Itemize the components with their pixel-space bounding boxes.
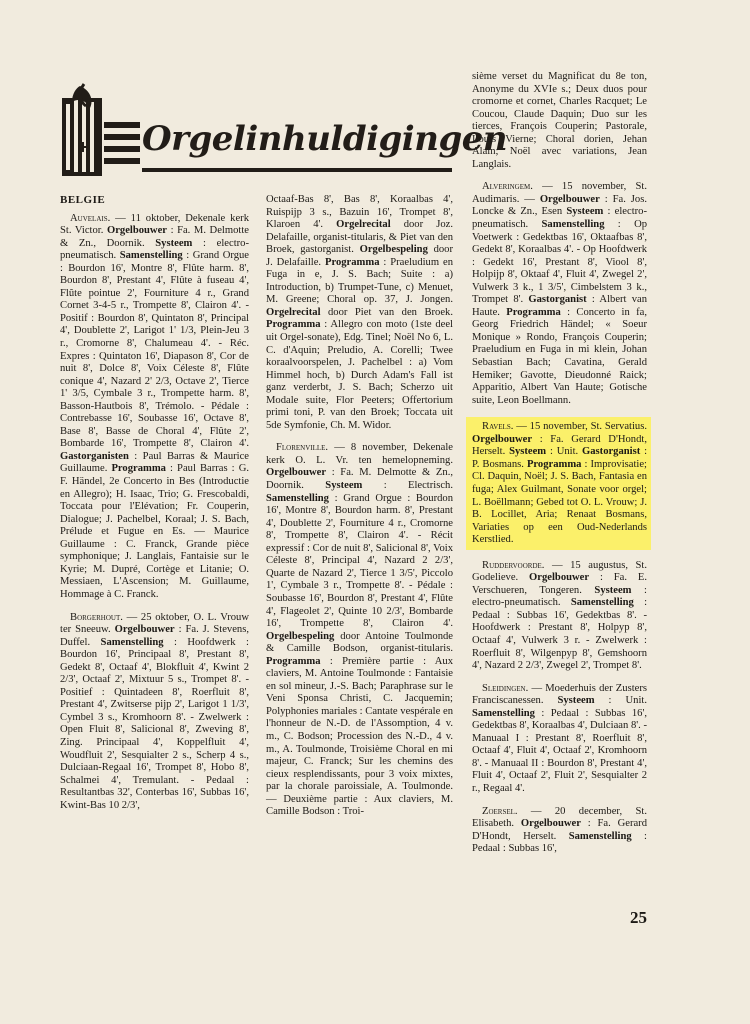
entry-place: Sleidingen. xyxy=(482,682,529,694)
entry-paragraph xyxy=(472,181,647,407)
entry-paragraph xyxy=(266,442,453,818)
entry-paragraph xyxy=(472,560,647,673)
entry-paragraph xyxy=(60,612,249,813)
entry-text: — 20 december, St. Elisabeth. Orgelbouwer : Fa. Gerard D'Hondt, Herselt. Samenstelling : Pedaal : Subbas 16', xyxy=(472,805,648,855)
entry-text: sième verset du Magnificat du 8e ton, Anonyme du XVIe s.; Deux duos pour cromorne et cornet, Charles Racquet; Le Coucou, Claude Daquin; Duo sur les tierces, François Couperin; Pastorale, Louis Vierne; Choral dorien, Jehan Alain; Noël avec variations, Jean Langlais. xyxy=(472,71,647,170)
column-2 xyxy=(266,194,453,829)
entry-place: Auvelais. xyxy=(70,212,111,224)
column-1 xyxy=(60,194,249,822)
entry-text: — 25 oktober, O. L. Vrouw ter Sneeuw. Orgelbouwer : Fa. J. Stevens, Duffel. Samenstelling : Hoofdwerk : Bourdon 16', Principaal 8', Prestant 8', Gedekt 8', Octaaf 4', Blokfluit 4', Kwint 2 2/3', Octaaf 2', Mixtuur 5 s., Trompet 8'. - Positief : Quintadeen 8', Roerfluit 8', Prestant 4', Zwitserse pijp 2', Larigot 1 1/3', Cymbel 3 s., Kromhoorn 8'. - Zwelwerk : Open Fluit 8', Salicional 8', Zweving 8', Zing. Principaal 4', Koppelfluit 4', Woudfluit 2', Sesquialter 2 s., Scherp 4 s., Dulciaan-Regaal 16', Trompet 8', Hobo 8', Schalmei 4', Tremulant. - Pedaal : Resultantbas 32', Conterbas 16', Subbas 16', Kwint-Bas 10 2/3', xyxy=(60,611,249,811)
entry-text: — Moederhuis der Zusters Franciscanessen. Systeem : Unit. Samenstelling : Pedaal : Subbas 16', Gedektbas 8', Koraalbas 4', Dulciaan 8'. - Manuaal I : Prestant 8', Roerfluit 8', Octaaf 4', Fluit 4', Octaaf 2', Kromhoorn 8'. - Manuaal II : Bourdon 8', Prestant 4', Fluit 4', Octaaf 2', Fluit 2', Sesquialter 2 r., Regaal 4'. xyxy=(472,682,647,794)
column-3 xyxy=(472,71,647,866)
highlighted-entry xyxy=(466,417,651,549)
entry-place: Borgerhout. xyxy=(70,611,123,623)
page-number: 25 xyxy=(630,908,647,927)
entry-paragraph xyxy=(472,71,647,171)
entry-text: — 11 oktober, Dekenale kerk St. Victor. Orgelbouwer : Fa. M. Delmotte & Zn., Doornik. Systeem : electro-pneumatisch. Samenstelling : Grand Orgue : Bourdon 16', Montre 8', Flûte harm. 8', Bourdon 8', Prestant 4', Flûte à fuseau 4', Flûte pointue 2', Fourniture 4 r., Grand Cornet 3-4-5 r., Trompette 8', Clairon 4'. - Positif : Bourdon 8', Quintaton 8', Principal 4', Doublette 2', Larigot 1' 1/3, Plein-Jeu 3 r., Cromorne 8', Chalumeau 4'. - Réc. Expres : Quintaton 16', Diapason 8', Cor de nuit 8', Dolce 8', Voix Céleste 8', Flûte conique 4', Nazard 2' 2/3, Octave 2', Tierce 1' 3/5, Cymbale 3 r., Trompette harm. 8', Basson-Hautbois 8', Trémolo. - Pédale : Contrebasse 16', Soubasse 16', Octave 8', Base 8', Basse de Choral 4', Flûte 2', Bombarde 16', Trompette 8', Clairon 4'. Gastorganisten : Paul Barras & Maurice Guillaume. Programma : Paul Barras : G. F. Händel, 2e Concerto in Bes (Introductie en Allegro); H. Isaac, Trio; G. Frescobaldi, Toccata pour l'Elévation; Fr. Couperin, Dialogue; J. Pachelbel, Koraal; J. S. Bach, Prélude et Fugue en Es. — Maurice Guillaume : C. Franck, Grande pièce symphonique; J. Langlais, Fantaisie sur le Kyrie; M. Dupré, Cortège et Litanie; O. Messiaen, L'Ascension; M. Guillaume, Hommage à C. Franck. xyxy=(60,212,249,600)
entry-place: Ravels. xyxy=(482,421,514,433)
entry-paragraph xyxy=(472,806,647,856)
column-1-entries xyxy=(60,213,249,813)
entry-place: Ruddervoorde. xyxy=(482,559,545,571)
column-2-entries xyxy=(266,194,453,819)
entry-place: Zoersel. xyxy=(482,805,518,817)
header-banner xyxy=(60,82,508,182)
entry-paragraph xyxy=(472,683,647,796)
entry-text: — 15 november, St. Audimaris. — Orgelbouwer : Fa. Jos. Loncke & Zn., Esen Systeem : electro-pneumatisch. Samenstelling : Op Voetwerk : Gedektbas 16', Oktaafbas 8', Gedekt 8', Koraalbas 4'. - Op Hoofdwerk : Gedekt 16', Prestant 8', Viool 8', Holpijp 8', Oktaaf 4', Fluit 4', Zwegel 2', Vulwerk 3 k., 1 3/5', Cimbelstem 3 k., Trompet 8'. Gastorganist : Albert van Haute. Programma : Concerto in fa, Georg Friedrich Händel; « Soeur Monique » Rondo, François Couperin; Praeludium en Fuga in mi klein, Johan Sebastian Bach; Cavatina, Gerald Hemiker; Gavotte, Dieudonné Raick; Apparitio, Albert Van Haute; Gotische suite, Leon Boellmann. xyxy=(472,181,648,406)
entry-text: — 8 november, Dekenale kerk O. L. Vr. ten hemelopneming. Orgelbouwer : Fa. M. Delmotte & Zn., Doornik. Systeem : Electrisch. Samenstelling : Grand Orgue : Bourdon 16', Montre 8', Bourdon harm. 8', Prestant 4', Doublette 2', Fourniture 4 r., Cromorne 8', Trompette 8', Clairon 4'. - Récit expressif : Cor de nuit 8', Salicional 8', Voix Céleste 8', Principal 4', Nazard 2 2/3', Quarte de Nazard 2', Tierce 1 3/5', Piccolo 1', Cymbale 3 r., Trompette 8'. - Pédale : Soubasse 16', Bourdon 8', Prestant 4', Flûte 4', Flageolet 2', Quinte 10 2/3', Bombarde 16', Trompette 8', Clairon 4'. Orgelbespeling door Antoine Toulmonde & Camille Bodson, organist-titularis. Programma : Première partie : Aux claviers, M. Antoine Toulmonde : Fantaisie en sol mineur, J.-S. Bach; Paraphrase sur le Veni Sponsa Christi, C. Jacquemin; Polyphonies mariales : Cantate vespérale en l'honneur de N.-D. de l'Assomption, 4 v. m., C. Bodson; Procession des N.-D., 4 v. m., A. Toulmonde, Troisième Choral en mi majeur, C. Franck; Sur les chemins des cieux resplendissants, pour 3 voix mixtes, par la chorale paroissiale, A. Toulmonde. — Deuxième partie : Aux claviers, M. Camille Bodson : Troi- xyxy=(266,442,453,818)
column-3-entries xyxy=(472,71,647,856)
header-title: Orgelinhuldigingen xyxy=(142,112,452,172)
entry-text: — 15 augustus, St. Godelieve. Orgelbouwer : Fa. E. Verschueren, Tongeren. Systeem : electro-pneumatisch. Samenstelling : Pedaal : Subbas 16', Gedektbas 8'. - Hoofdwerk : Prestant 8', Holpyp 8', Octaaf 4', Vulwerk 3 r. - Zwelwerk : Roerfluit 8', Wilgenpyp 8', Gemshoorn 4', Nazard 2 2/3', Zwegel 2', Trompet 8'. xyxy=(472,559,648,672)
entry-place: Alveringem. xyxy=(482,181,533,193)
entry-paragraph xyxy=(60,213,249,602)
entry-paragraph xyxy=(266,194,453,432)
country-heading: BELGIE xyxy=(60,194,106,206)
entry-place: Florenville. xyxy=(276,442,329,454)
entry-text: — 15 november, St. Servatius. Orgelbouwer : Fa. Gerard D'Hondt, Herselt. Systeem : Unit. Gastorganist : P. Bosmans. Programma : Improvisatie; Cl. Daquin, Noël; J. S. Bach, Fantasia en fuga; Alex Guilmant, Sonate voor orgel; L. Boëllmann; Gebed tot O. L. Vrouw; J. B. Locillet, Aria; Renaat Bosmans, Variaties op een Oud-Nederlands Kerstlied. xyxy=(472,421,648,546)
entry-text: Octaaf-Bas 8', Bas 8', Koraalbas 4', Ruispijp 3 s., Bazuin 16', Trompet 8', Klaroen 4'. Orgelrecital door Joz. Delafaille, organist-titularis, & Piet van den Broek, gastorganist. Orgelbespeling door J. Delafaille. Programma : Praeludium en Fuga in e, J. S. Bach; Suite : a) Introduction, b) Trumpet-Tune, c) Menuet, M. Greene; Choral op. 37, J. Jongen. Orgelrecital door Piet van den Broek. Programma : Allegro con moto (1ste deel uit Orgel-sonate), Edg. Tinel; Noël No 6, L. C. d'Aquin; Preludio, A. Corelli; Twee koraalvoorspelen, J. Pachelbel : a) Vom Himmel hoch, b) Durch Adam's Fall ist ganz verderbt, J. S. Bach; Scherzo uit Modale suite, Flor Peeters; Offertorium primi toni, P. van den Broek; Toccata uit 5de Symfonie, Ch. M. Widor. xyxy=(266,194,453,431)
